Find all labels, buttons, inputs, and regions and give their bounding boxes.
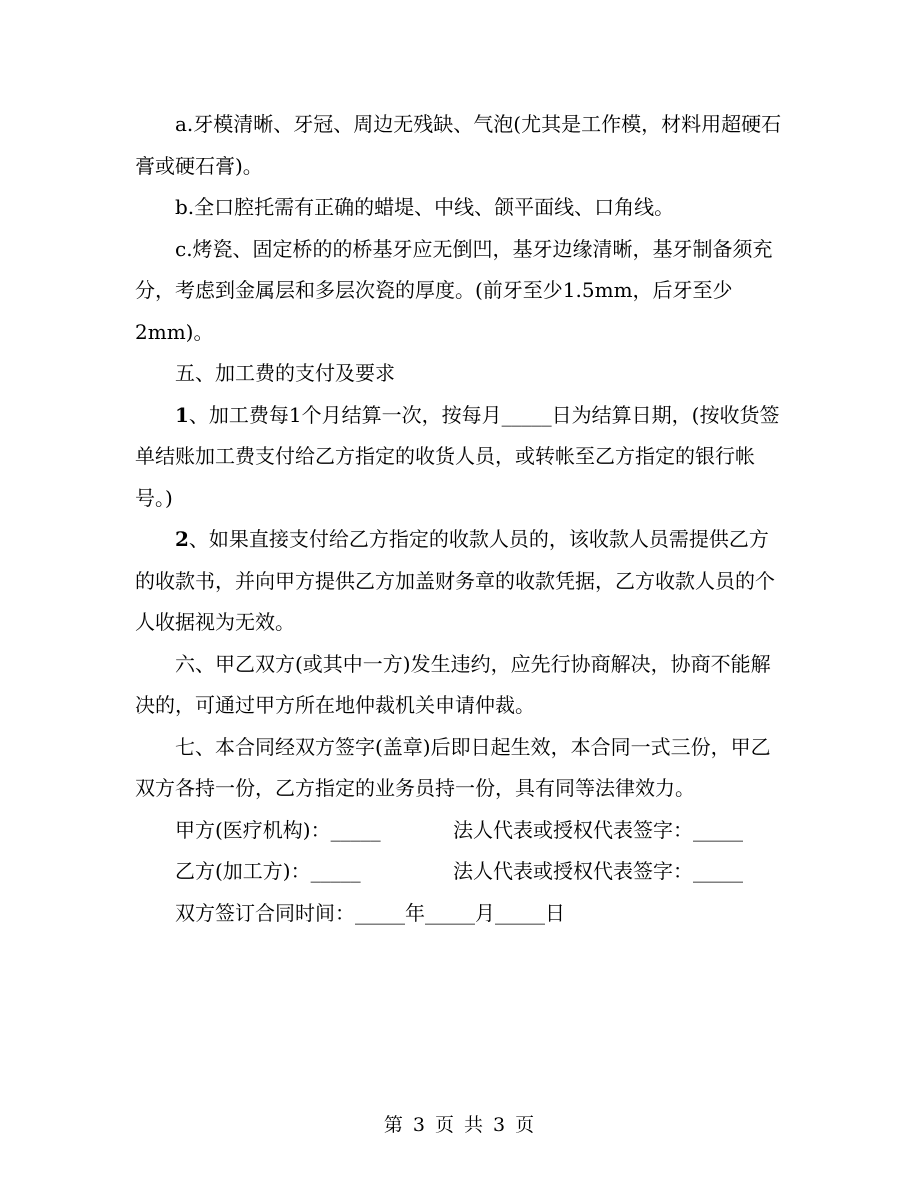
section-7: 七、本合同经双方签字(盖章)后即日起生效，本合同一式三份，甲乙双方各持一份，乙方指定的业务员持一份，具有同等法律效力。 <box>135 734 771 800</box>
party-b-representative-field: 法人代表或授权代表签字：_____ <box>453 859 743 883</box>
party-a-field: 甲方(医疗机构)：_____ <box>175 817 381 842</box>
party-a-representative-field: 法人代表或授权代表签字：_____ <box>453 817 743 842</box>
item-2-text: 、如果直接支付给乙方指定的收款人员的，该收款人员需提供乙方的收款书，并向甲方提供乙方加盖财务章的收款凭据，乙方收款人员的个人收据视为无效。 <box>135 527 775 634</box>
signature-row-party-b <box>135 851 785 893</box>
item-1-text: 、加工费每1个月结算一次，按每月_____日为结算日期，(按收货签单结账加工费支付给乙方指定的收货人员，或转帐至乙方指定的银行帐号。) <box>135 402 780 510</box>
item-1 <box>135 395 785 520</box>
section-6: 六、甲乙双方(或其中一方)发生违约，应先行协商解决，协商不能解决的，可通过甲方所在地仲裁机关申请仲裁。 <box>135 651 771 717</box>
paragraph-a: a.牙模清晰、牙冠、周边无残缺、气泡(尤其是工作模，材料用超硬石膏或硬石膏)。 <box>135 112 782 178</box>
document-body <box>135 104 785 934</box>
party-b-field: 乙方(加工方)：_____ <box>175 859 361 883</box>
contract-date-field: 双方签订合同时间：_____年_____月_____日 <box>175 900 565 925</box>
item-1-number: 1 <box>175 402 189 427</box>
page-footer: 第 3 页 共 3 页 <box>383 1114 537 1136</box>
paragraph-b: b.全口腔托需有正确的蜡堤、中线、颌平面线、口角线。 <box>175 195 675 219</box>
paragraph-c: c.烤瓷、固定桥的的桥基牙应无倒凹，基牙边缘清晰，基牙制备须充分，考虑到金属层和多层次瓷的厚度。(前牙至少1.5mm，后牙至少2mm)。 <box>135 236 773 344</box>
signature-row-date <box>135 893 785 935</box>
signature-row-party-a <box>135 810 785 852</box>
section-5-heading: 五、加工费的支付及要求 <box>175 361 395 385</box>
item-2 <box>135 519 785 644</box>
item-2-number: 2 <box>175 527 189 551</box>
